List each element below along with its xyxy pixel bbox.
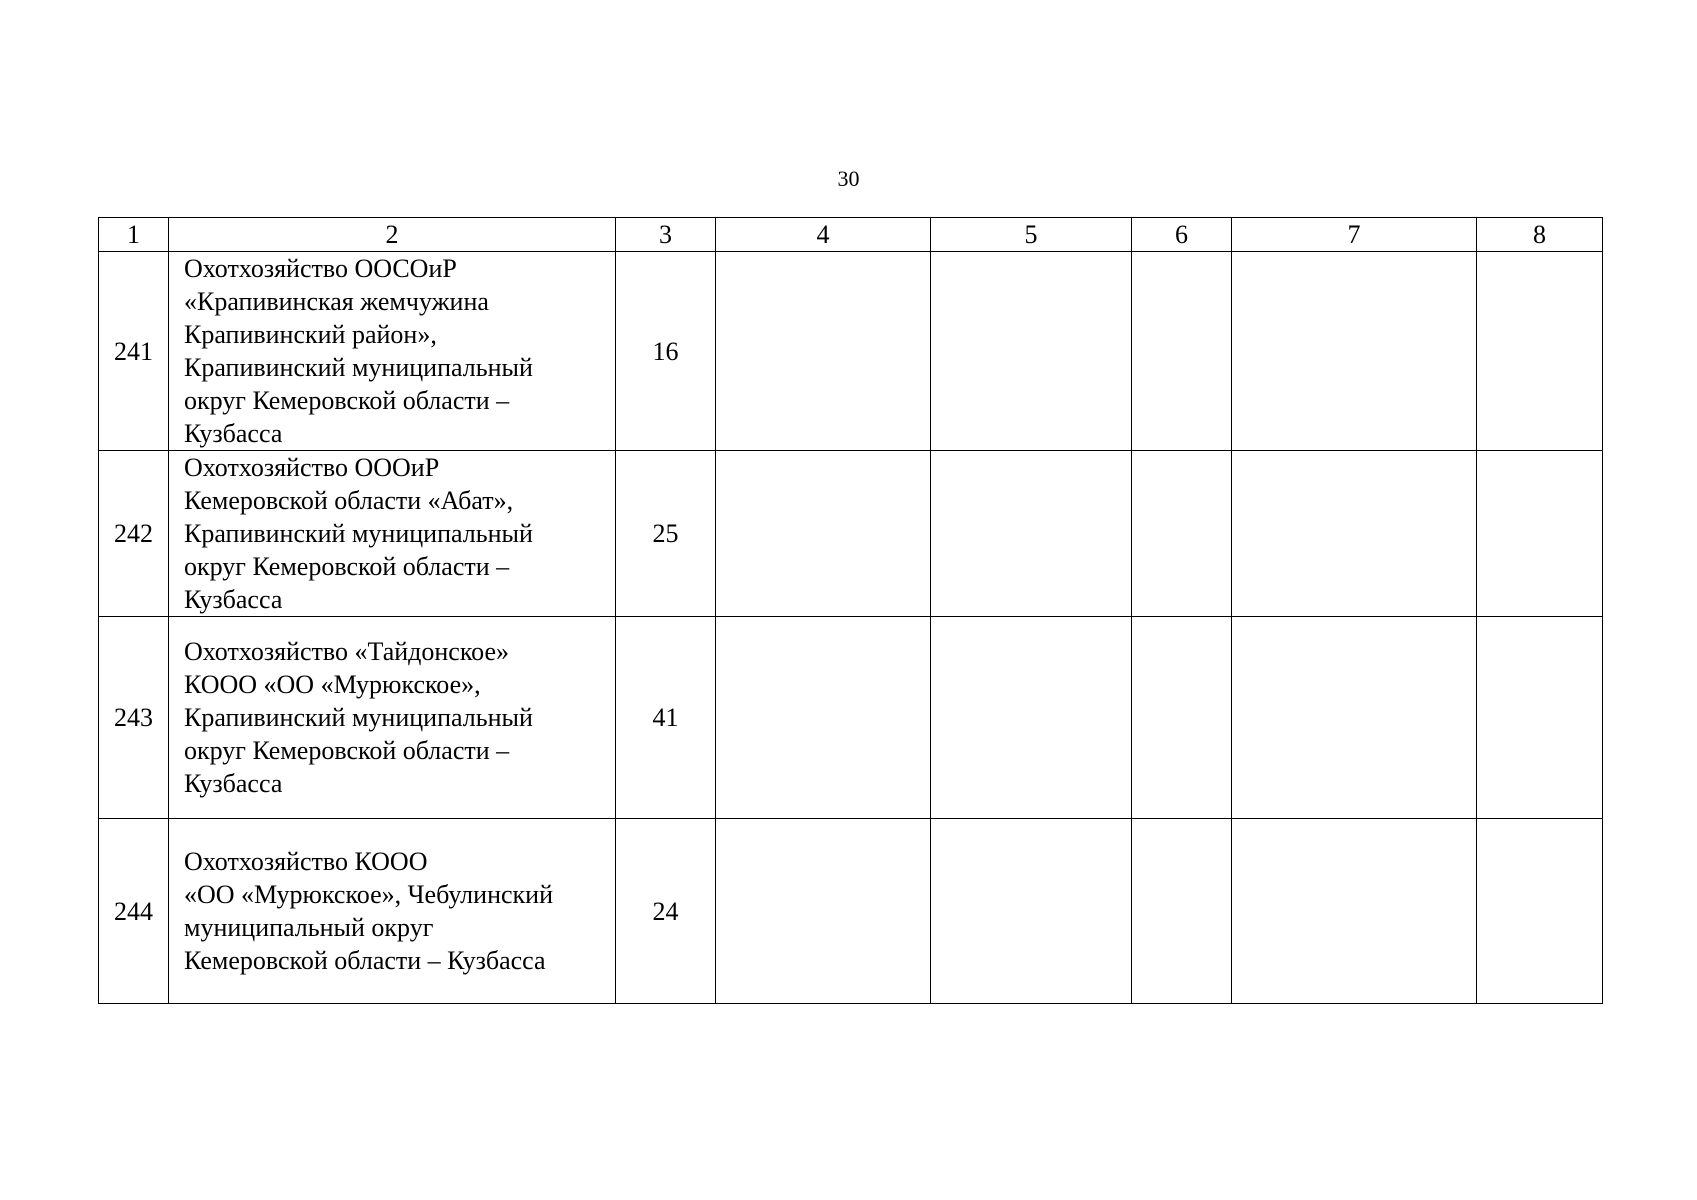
row-number: 243 <box>99 617 169 819</box>
empty-cell <box>716 617 931 819</box>
row-name <box>169 819 616 1004</box>
name-line: Кузбасса <box>184 769 283 798</box>
name-line: Крапивинский муниципальный <box>184 353 533 382</box>
name-line: Охотхозяйство ООСОиР <box>184 254 457 283</box>
name-line: Кемеровской области «Абат», <box>184 486 514 515</box>
empty-cell <box>716 252 931 451</box>
name-line: «ОО «Мурюкское», Чебулинский <box>184 880 553 909</box>
name-line: округ Кемеровской области – <box>184 736 510 765</box>
empty-cell <box>931 252 1132 451</box>
name-line: округ Кемеровской области – <box>184 386 510 415</box>
table-row <box>99 819 1603 1004</box>
empty-cell <box>716 819 931 1004</box>
empty-cell <box>1132 819 1232 1004</box>
column-header: 1 <box>99 218 169 252</box>
empty-cell <box>1477 819 1603 1004</box>
empty-cell <box>931 819 1132 1004</box>
empty-cell <box>1132 451 1232 617</box>
name-line: Крапивинский муниципальный <box>184 703 533 732</box>
name-line: Охотхозяйство КООО <box>184 847 428 876</box>
name-line: округ Кемеровской области – <box>184 552 510 581</box>
empty-cell <box>1132 252 1232 451</box>
row-name <box>169 451 616 617</box>
row-value: 16 <box>616 252 716 451</box>
data-table <box>98 217 1603 1004</box>
row-name <box>169 617 616 819</box>
column-header: 4 <box>716 218 931 252</box>
name-line: Кемеровской области – Кузбасса <box>184 946 546 975</box>
column-header: 6 <box>1132 218 1232 252</box>
empty-cell <box>1477 451 1603 617</box>
name-line: муниципальный округ <box>184 913 434 942</box>
name-line: Кузбасса <box>184 585 283 614</box>
name-line: Охотхозяйство ОООиР <box>184 453 440 482</box>
column-header: 8 <box>1477 218 1603 252</box>
column-header: 2 <box>169 218 616 252</box>
empty-cell <box>1132 617 1232 819</box>
table-row <box>99 617 1603 819</box>
empty-cell <box>1232 451 1477 617</box>
row-number: 244 <box>99 819 169 1004</box>
empty-cell <box>931 617 1132 819</box>
empty-cell <box>1232 819 1477 1004</box>
empty-cell <box>716 451 931 617</box>
name-line: «Крапивинская жемчужина <box>184 287 489 316</box>
row-name <box>169 252 616 451</box>
header-row <box>99 218 1603 252</box>
table-row <box>99 252 1603 451</box>
column-header: 5 <box>931 218 1132 252</box>
empty-cell <box>1477 252 1603 451</box>
empty-cell <box>1232 617 1477 819</box>
page-number: 30 <box>837 166 860 191</box>
name-line: Крапивинский район», <box>184 320 437 349</box>
empty-cell <box>1477 617 1603 819</box>
name-line: Охотхозяйство «Тайдонское» <box>184 637 509 666</box>
column-header: 3 <box>616 218 716 252</box>
row-number: 242 <box>99 451 169 617</box>
row-value: 24 <box>616 819 716 1004</box>
name-line: Крапивинский муниципальный <box>184 519 533 548</box>
empty-cell <box>1232 252 1477 451</box>
row-value: 25 <box>616 451 716 617</box>
table-row <box>99 451 1603 617</box>
name-line: Кузбасса <box>184 419 283 448</box>
column-header: 7 <box>1232 218 1477 252</box>
row-value: 41 <box>616 617 716 819</box>
row-number: 241 <box>99 252 169 451</box>
empty-cell <box>931 451 1132 617</box>
name-line: КООО «ОО «Мурюкское», <box>184 670 481 699</box>
